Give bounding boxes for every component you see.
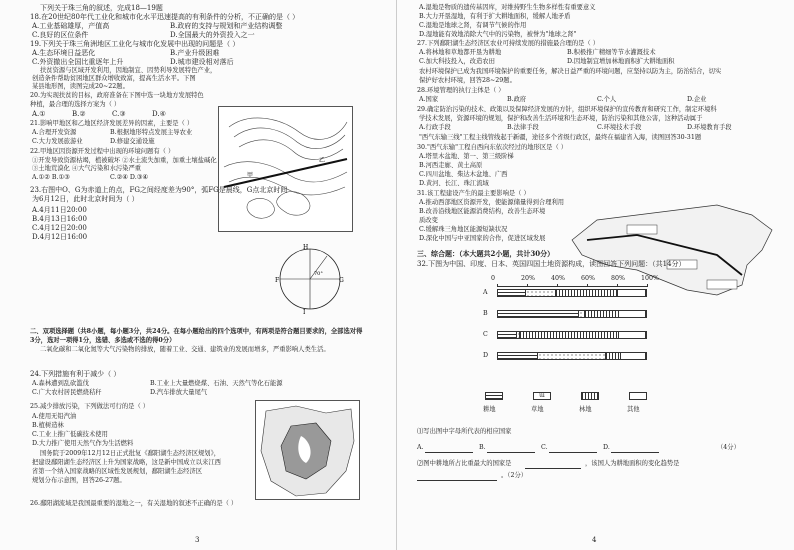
blank-a[interactable] [425,452,473,453]
question-32: 32.下图为中国、印度、日本、英国四国土地资源构成，读图回答下列问题：（共14分） [417,260,686,268]
option-21d: D.修建交通设施 [110,138,155,145]
option-26d: D.湿地能有效地消除大气中的污染物，被誉为"地球之肾" [419,31,577,38]
question-22-body-1: ①开发导致资源枯竭，植被破坏 ②水土流失加重，加重土壤盐碱化 [32,157,217,164]
map-label-yi: 乙 [319,157,326,164]
option-27d: D.因地制宜增加林地面积扩大耕地面积 [567,58,675,65]
option-25c: C.工业上推广低碳技术使用 [32,431,108,438]
land-resource-chart [483,275,660,385]
option-23-3: C.4月12日20:00 [32,224,87,232]
blank-b[interactable] [487,452,535,453]
question-26: 26.鄱阳湖流域是我国最重要的湿地之一，有关湿地的叙述不正确的是（ ） [30,500,238,507]
terrain-contours [219,107,352,231]
bar-segment [538,353,606,359]
fill-b-label: B. [479,444,486,451]
blank-d[interactable] [611,452,659,453]
desc-line-1: 扶贫资源与区域开发利用，因地制宜、因势利导发展特色产业， [40,67,217,74]
option-26b: B.大力开垦湿地，有利于扩大耕地面积，缓解人地矛盾 [419,13,571,20]
bar-row [497,352,647,360]
option-18d: D.全国最大的外资投入之一 [170,31,255,39]
bar-row [497,289,647,297]
option-30a: A.塔里木盆地、第一、第三级阶梯 [419,153,514,160]
fill-line-3 [417,460,777,469]
question-29-1: 29.确定防治污染的技术、政策以及保障经济发展的方针，组织环境保护的宣传教育和研究工作，制定环境科 [417,106,717,113]
globe-diagram [275,244,345,314]
fill-line-2 [417,444,777,453]
question-29-2: 学技术发展，资源环境的规划，保护和改善生活环境和生态环境，防治污染和其他公害，这种活动属于 [419,115,703,122]
bar-category-label: C [483,331,488,338]
option-31b-cont: 质改变 [419,217,438,224]
option-27b: B.积极推广精细等节水灌溉技术 [567,49,656,56]
fill-c-label: C. [541,444,548,451]
option-20b: B.② [72,110,86,118]
poyang-region-map [255,400,360,500]
axis-tick-label: 100% [641,275,660,282]
intro-28-2: 保护好农村环境，回答28~29题。 [419,77,516,84]
option-29b: B.法律手段 [507,124,539,131]
legend-swatch-grassland: ɯ [533,392,551,400]
option-18b: B.政府的支持与规划和产业结构调整 [170,22,283,30]
label-I: I [303,309,306,314]
option-21a: A.合理开发资源 [32,129,77,136]
intro-line: 下列关于珠三角的叙述，完成18—19题 [40,4,163,12]
question-19: 19.下列关于珠三角洲地区工业化与城市化发展中出现的问题是（ ） [30,40,240,48]
option-31b: B.改善沿线地区能源消费结构，改善生态环境 [419,208,546,215]
option-20a: A.① [32,110,46,118]
chart-legend [483,392,683,418]
option-23-2: B.4月13日16:00 [32,215,87,223]
axis-tick-label: 40% [551,275,565,282]
axis-tick-label: 60% [581,275,595,282]
bar-segment [498,290,526,296]
question-25: 25.减少排放污染，下列做法可行的是（ ） [30,403,150,410]
illumination-circle [275,244,345,314]
map-label-jia: 甲 [247,172,254,179]
option-24a: A.森林遭到乱砍滥伐 [32,380,89,387]
intro-30: "西气东输三线"工程主线管线起于新疆，途径多个省级行政区，最终在福建省入海，读图回答30-31题 [419,134,702,141]
axis-tick-label: 80% [611,275,625,282]
legend-swatch-forest [581,392,599,400]
option-23-4: D.4月12日16:00 [32,233,88,241]
option-30b: B.河西走廊、黄土高原 [419,162,483,169]
section-3-title: 三、综合题：（本大题共2小题，共计30分） [417,249,555,258]
option-22ab: A.①② B.①③ [32,174,70,181]
bar-category-label: A [483,289,488,296]
legend-swatch-farmland [485,392,503,400]
option-19c: C.外资撤出全国比重逐年上升 [32,58,124,66]
option-31d: D.深化中国与中亚国家的合作，促进区域发展 [419,235,546,242]
label-70: 70° [314,271,323,277]
option-25b: B.植树造林 [32,422,64,429]
question-22-body-2: ③土地荒漠化 ④大气污染和水污染严重 [32,165,142,172]
option-19a: A.生态环境日益恶化 [32,49,96,57]
bar-segment [498,332,517,338]
option-29c: C.环境技术手段 [597,124,642,131]
blank-trend[interactable] [417,480,497,481]
option-28a: A.国家 [419,96,439,103]
bar-segment [619,311,646,317]
bar-segment [520,332,619,338]
question-27: 27.下列鄱阳湖生态经济区农业可持续发展的措施最合理的是（ ） [417,40,600,47]
option-28b: B.政府 [507,96,527,103]
option-25a: A.使用无铅汽油 [32,413,77,420]
intro-28-1: 农村环境保护已成为我国环境保护的重要任务，解决日益严重的环境问题，应坚持以防为主，防治结合，切实 [419,68,722,75]
option-21c: C.大力发展旅游业 [32,138,83,145]
option-24c: C.广大农村居民燃烧秸秆 [32,389,102,396]
bar-row [497,310,647,318]
bar-segment [606,353,621,359]
bar-segment [498,353,538,359]
q25-text-1: 国务院于2009年12月12日正式批复《鄱阳湖生态经济区规划》， [40,450,221,457]
option-22cd: C.②④ D.③④ [110,174,149,181]
option-23-1: A.4月11日20:00 [32,206,87,214]
poyang-map-shape [256,401,359,499]
bar-category-label: B [483,310,488,317]
fill-a-label: A. [417,444,424,451]
question-30: 30."西气东输"工程自西向东依次经过的地形区是（ ） [417,144,568,151]
option-27a: A.将林地和草地都开垦为耕地 [419,49,502,56]
q25-text-3: 省第一个纳入国家战略的区域性发展规划，鄱阳湖生态经济区 [32,468,203,475]
bar-segment [498,311,579,317]
blank-c[interactable] [549,452,597,453]
option-29d: D.环境教育手段 [687,124,732,131]
option-25d: D.大力推广使用天然气作为生活燃料 [32,440,134,447]
question-20: 20.为实现扶贫的目标，政府准备在下图中选一块地方发展特色种植，最合理的选择方案为（ ） [30,92,204,108]
option-28c: C.个人 [597,96,617,103]
question-28: 28.环境管理的执行主体是（ ） [417,87,505,94]
county-terrain-map [218,106,353,232]
question-22: 22.甲地区因资源开发过程中出现的环境问题有（ ） [30,148,175,155]
option-28d: D.企业 [687,96,707,103]
bar-segment [619,332,646,338]
axis-line [497,286,647,287]
legend-label-forest: 林地 [579,406,592,413]
option-30d: D.黄河、长江、珠江流域 [419,180,489,187]
blank-country[interactable] [525,468,581,469]
option-19b: B.产业升级困难 [170,49,220,57]
page-number-left: 3 [195,536,200,544]
fill-points-4: （4分） [717,444,740,451]
axis-tick-label: 20% [521,275,535,282]
label-G: G [339,277,344,284]
right-page [397,0,794,550]
option-30c: C.四川盆地、柴达木盆地、广西 [419,171,508,178]
bar-segment [621,353,646,359]
desc-line-2: 创造条件帮助贫困地区群众增收致富，提高生活水平。下图 [32,75,196,82]
option-24b: B.工业上大量燃烧煤、石油、天然气等化石能源 [150,380,283,387]
bar-segment [618,290,646,296]
legend-label-other: 其他 [627,406,640,413]
option-20d: D.④ [152,110,166,118]
desc-line-3: 某县地形图，读图完成20~22题。 [32,83,129,90]
option-31a: A.推动西部地区资源开发，使能源储量得到合理利用 [419,199,565,206]
label-H: H [303,244,309,251]
bar-segment [526,290,556,296]
bar-segment [556,290,618,296]
fill-points-2: 。（2分） [501,472,528,479]
axis-tick-label: 0 [491,275,496,282]
question-21: 21.影响甲地区和乙地区经济发展差异的因素，主要是（ ） [30,120,194,127]
question-23: 23.右图中O、G为赤道上的点，FG之间经度差为90°，弧FG是晨线，G点北京时间 [30,186,288,194]
axis-tick-mark [647,284,648,287]
legend-swatch-other [629,392,647,400]
fill-q2-text-b: ，该国人为耕地面积的变化趋势是 [585,460,680,467]
fill-q2-text: ⑵图中耕地所占比重最大的国家是 [417,460,512,467]
bar-segment [585,311,619,317]
option-27c: C.加大科技投入，改造农田 [419,58,495,65]
option-18c: C.良好的区位条件 [32,31,89,39]
option-26c: C.湿地是地球之肾，有调节气候的作用 [419,22,527,29]
fill-question-1: ⑴写出图中字母所代表的相应国家 [417,428,512,435]
fill-d-label: D. [603,444,610,451]
question-24: 24.下列措施有利于减少（ ） [30,370,121,378]
page-number-right: 4 [592,536,597,544]
option-18a: A.工业基础雄厚，产值高 [32,22,110,30]
section-2-title: 二、双项选择题（共8小题，每小题3分，共24分。在每小题给出的四个选项中，有两项是符合题目要求的，全部选对得3分，选对一项得1分，选错、多选或不选的得0分） [30,328,363,344]
label-F: F [275,277,280,284]
option-26a: A.湿地是物质的遗传基因库，对维持野生生物多样性有重要意义 [419,4,596,11]
option-31c: C.缓解珠三角地区能源短缺状况 [419,226,508,233]
fill-line-4 [417,472,777,481]
bar-row [497,331,647,339]
q25-text-2: 把建设鄱阳湖生态经济区上升为国家战略，这是新中国成立以来江西 [32,459,221,466]
legend-label-farmland: 耕地 [483,406,496,413]
option-29a: A.行政手段 [419,124,451,131]
option-19d: D.城市建设相对落后 [170,58,234,66]
question-31: 31.该工程建设产生的最主要影响是（ ） [417,190,530,197]
option-21b: B.根据地形特点发展主导农业 [110,129,193,136]
section-2-intro: 二氧化碳和二氧化氮等大气污染物的排放，随着工业、交通、建筑业的发展而增多，严重影响人类生活。 [40,346,330,353]
option-24d: D.汽车排放大量尾气 [150,389,208,396]
question-18: 18.在20世纪80年代工业化和城市化水平迅速提高的有利条件的分析，不正确的是（ ） [30,13,300,21]
question-23-b: 为6月12日，此时北京时间为（ ） [32,195,139,203]
legend-label-grassland: 草地 [531,406,544,413]
option-20c: C.③ [112,110,126,118]
q25-text-4: 规划分布示意图，回答26-27题。 [32,477,126,484]
bar-category-label: D [483,352,489,359]
